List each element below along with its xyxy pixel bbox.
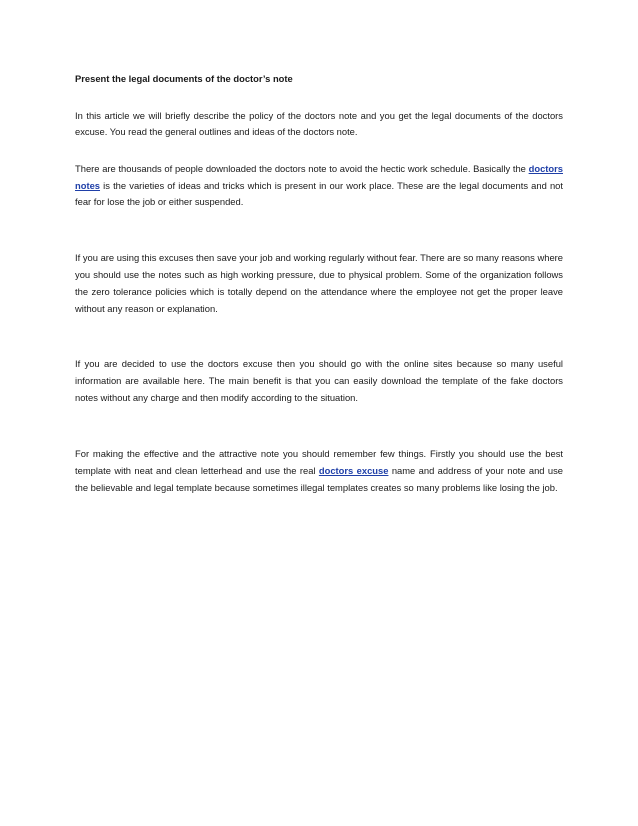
paragraph-excuses-text: If you are using this excuses then save your job and working regularly without fear. There are so many reasons where you should use the notes such as high working pressure, due to physical problem. Some of the organization follows the zero tolerance policies which is totally depend on the attendance where the employee not get the proper leave without any reason or explanation. bbox=[75, 251, 563, 314]
document-title: Present the legal documents of the doctor’s note bbox=[75, 73, 293, 84]
paragraph-thousands-text-before: There are thousands of people downloaded the doctors note to avoid the hectic work schedule. Basically the bbox=[75, 163, 529, 174]
paragraph-thousands-text-after: is the varieties of ideas and tricks which is present in our work place. These are the legal documents and not fear for lose the job or either suspended. bbox=[75, 179, 563, 207]
paragraph-effective-note-text-after: name and address of your note and use the believable and legal template because sometimes illegal templates creates so many problems like losing the job. bbox=[75, 464, 563, 493]
paragraph-intro bbox=[75, 108, 563, 140]
paragraph-online-sites-text: If you are decided to use the doctors excuse then you should go with the online sites because so many useful information are available here. The main benefit is that you can easily download the template of the fake doctors notes without any charge and then modify according to the situation. bbox=[75, 357, 563, 403]
doctors-excuse-link[interactable]: doctors excuse bbox=[318, 464, 389, 476]
paragraph-effective-note bbox=[75, 445, 563, 496]
paragraph-thousands bbox=[75, 161, 563, 211]
paragraph-excuses bbox=[75, 249, 563, 317]
paragraph-intro-text: In this article we will briefly describe the policy of the doctors note and you get the legal documents of the doctors excuse. You read the general outlines and ideas of the doctors note. bbox=[75, 110, 563, 137]
paragraph-online-sites bbox=[75, 355, 563, 406]
paragraph-effective-note-text-before: For making the effective and the attractive note you should remember few things. Firstly you should use the best template with neat and clean letterhead and use the real bbox=[75, 447, 563, 476]
document-body bbox=[75, 73, 563, 496]
doctors-notes-link[interactable]: doctors notes bbox=[75, 163, 563, 191]
